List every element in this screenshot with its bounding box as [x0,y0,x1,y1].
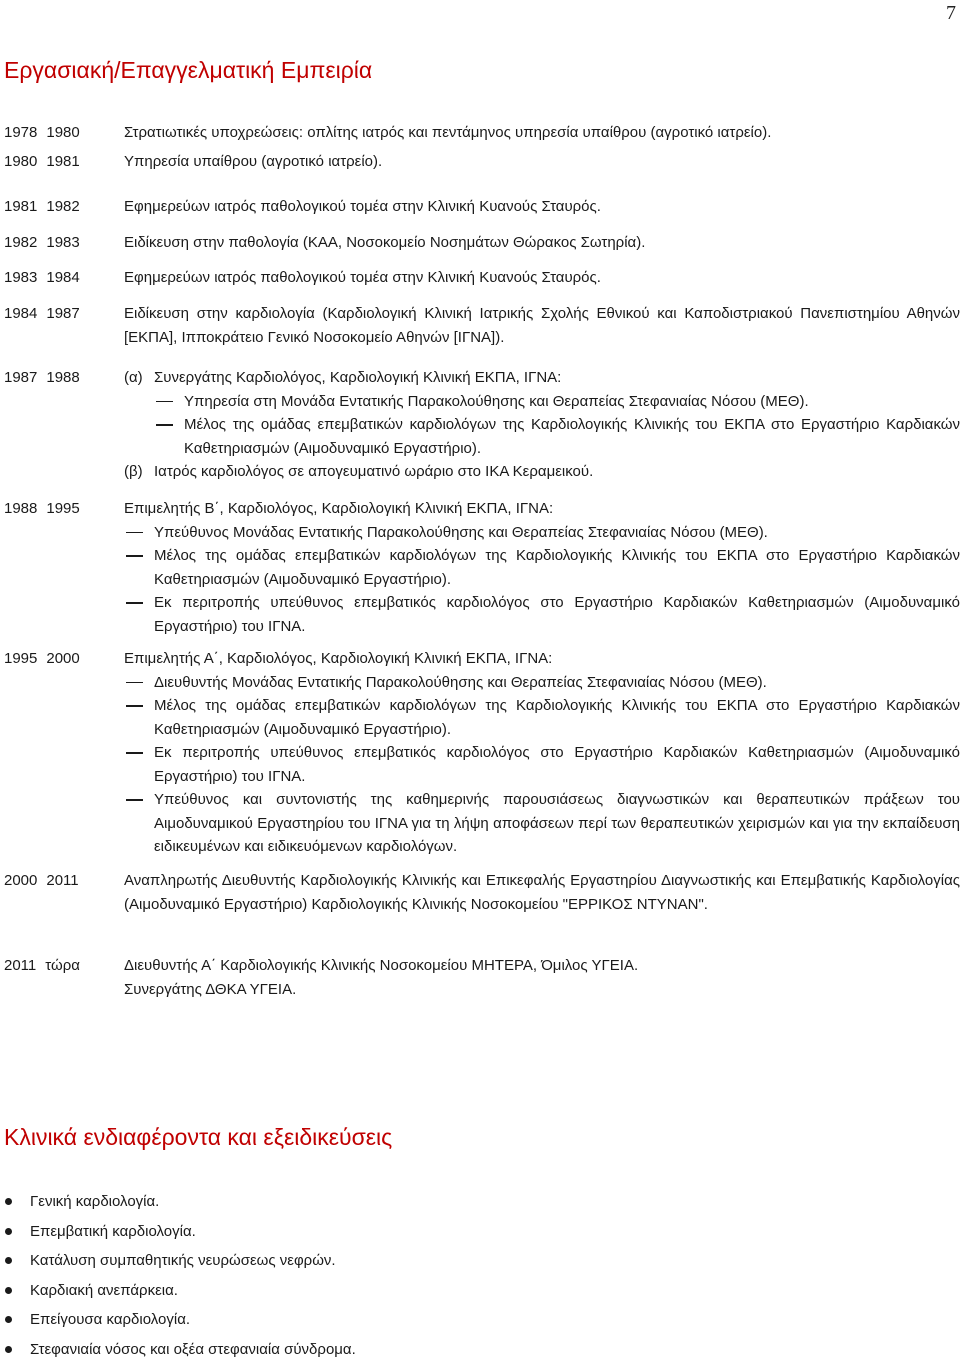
entry-line: Συνεργάτης ΔΘΚΑ ΥΓΕΙΑ. [124,980,297,998]
list-item: Επεμβατική καρδιολογία. [0,1217,356,1247]
experience-entry [4,954,960,1001]
entry-period [4,869,79,893]
entry-period [4,497,80,521]
entry-role: Επιμελητής Β΄, Καρδιολόγος, Καρδιολογική Κλινική ΕΚΠΑ, ΙΓΝΑ: [124,500,554,517]
entry-description: Υπηρεσία υπαίθρου (αγροτικό ιατρείο). [124,153,383,170]
experience-entry [4,302,960,349]
list-item: Μέλος της ομάδας επεμβατικών καρδιολόγων της Καρδιολογικής Κλινικής του ΕΚΠΑ στο Εργαστήριο Καρδιακών Καθετηριασμών (Αιμοδυναμικό Εργαστήριο). [154,413,960,460]
experience-entry [4,195,960,219]
sub-role-text: Συνεργάτης Καρδιολόγος, Καρδιολογική Κλινική ΕΚΠΑ, ΙΓΝΑ: [154,369,562,386]
experience-entry [4,266,960,290]
entry-description [124,497,960,638]
entry-period [4,647,80,671]
period-to: 2000 [46,650,80,667]
list-item: Καρδιακή ανεπάρκεια. [0,1276,356,1306]
period-from: 1980 [4,153,38,170]
period-to: 1982 [46,198,80,215]
period-to: 1980 [46,124,80,141]
period-to: 1995 [46,500,80,517]
list-item: Κατάλυση συμπαθητικής νευρώσεως νεφρών. [0,1246,356,1276]
period-from: 1987 [4,369,38,386]
experience-entry [4,869,960,916]
period-from: 1984 [4,305,38,322]
period-from: 2011 [4,957,37,974]
entry-period [4,366,80,390]
entry-description: Εφημερεύων ιατρός παθολογικού τομέα στην Κλινική Κυανούς Σταυρός. [124,198,601,215]
entry-description: Εφημερεύων ιατρός παθολογικού τομέα στην Κλινική Κυανούς Σταυρός. [124,269,601,286]
period-from: 1995 [4,650,38,667]
period-to: 1987 [46,305,80,322]
period-to: 1988 [46,369,80,386]
period-to: τώρα [45,957,80,974]
sub-role-a [124,366,960,460]
period-from: 2000 [4,872,38,889]
entry-period [4,150,80,174]
sub-role-text: Ιατρός καρδιολόγος σε απογευματινό ωράριο στο ΙΚΑ Κεραμεικού. [154,463,594,480]
dash-list [124,521,960,639]
list-item: Διευθυντής Μονάδας Εντατικής Παρακολούθησης και Θεραπείας Στεφανιαίας Νόσου (ΜΕΘ). [124,671,960,695]
interests-list [0,1187,356,1360]
experience-entry [4,150,960,174]
list-item: Υπηρεσία στη Μονάδα Εντατικής Παρακολούθησης και Θεραπείας Στεφανιαίας Νόσου (ΜΕΘ). [154,390,960,414]
experience-entry [4,121,960,145]
entry-description: Ειδίκευση στην καρδιολογία (Καρδιολογική Κλινική Ιατρικής Σχολής Εθνικού και Καποδιστριακού Πανεπιστημίου Αθηνών [ΕΚΠΑ], Ιπποκράτειο Γενικό Νοσοκομείο Αθηνών [ΙΓΝΑ]). [124,305,960,346]
list-item: Εκ περιτροπής υπεύθυνος επεμβατικός καρδιολόγος στο Εργαστήριο Καρδιακών Καθετηριασμών (Αιμοδυναμικό Εργαστήριο) του ΙΓΝΑ. [124,591,960,638]
period-from: 1981 [4,198,38,215]
entry-period [4,302,80,326]
entry-line: Διευθυντής Α΄ Καρδιολογικής Κλινικής Νοσοκομείου ΜΗΤΕΡΑ, Όμιλος ΥΓΕΙΑ. [124,957,639,974]
entry-description: Στρατιωτικές υποχρεώσεις: οπλίτης ιατρός και πεντάμηνος υπηρεσία υπαίθρου (αγροτικό ιατρείο). [124,124,772,141]
period-to: 2011 [46,872,79,889]
list-item: Στεφανιαία νόσος και οξέα στεφανιαία σύνδρομα. [0,1335,356,1360]
entry-period [4,954,80,978]
period-from: 1983 [4,269,38,286]
entry-period [4,266,80,290]
list-item: Εκ περιτροπής υπεύθυνος επεμβατικός καρδιολόγος στο Εργαστήριο Καρδιακών Καθετηριασμών (Αιμοδυναμικό Εργαστήριο) του ΙΓΝΑ. [124,741,960,788]
period-to: 1981 [46,153,80,170]
experience-entry [4,366,960,484]
sub-role-label: (β) [124,463,143,480]
entry-role: Επιμελητής Α΄, Καρδιολόγος, Καρδιολογική Κλινική ΕΚΠΑ, ΙΓΝΑ: [124,650,553,667]
period-from: 1982 [4,234,38,251]
sub-role-label: (α) [124,369,143,386]
entry-description [124,647,960,859]
entry-period [4,231,80,255]
section-title-experience: Εργασιακή/Επαγγελματική Εμπειρία [4,57,373,83]
sub-role-b [124,460,960,484]
experience-entry [4,231,960,255]
list-item: Υπεύθυνος Μονάδας Εντατικής Παρακολούθησης και Θεραπείας Στεφανιαίας Νόσου (ΜΕΘ). [124,521,960,545]
list-item: Μέλος της ομάδας επεμβατικών καρδιολόγων της Καρδιολογικής Κλινικής του ΕΚΠΑ στο Εργαστήριο Καρδιακών Καθετηριασμών (Αιμοδυναμικό Εργαστήριο). [124,694,960,741]
period-from: 1978 [4,124,38,141]
list-item: Επείγουσα καρδιολογία. [0,1305,356,1335]
experience-entry [4,647,960,859]
dash-list [154,390,960,461]
experience-entry [4,497,960,638]
period-from: 1988 [4,500,38,517]
list-item: Υπεύθυνος και συντονιστής της καθημερινής παρουσιάσεως διαγνωστικών και θεραπευτικών πράξεων του Αιμοδυναμικού Εργαστηρίου του ΙΓΝΑ για τη λήψη αποφάσεων περί των θεραπευτικών χειρισμών και για την εκπαίδευση ειδικευμένων και ειδικευόμενων καρδιολόγων. [124,788,960,859]
entry-description: Ειδίκευση στην παθολογία (ΚΑΑ, Νοσοκομείο Νοσημάτων Θώρακος Σωτηρία). [124,234,646,251]
entry-period [4,195,80,219]
period-to: 1983 [46,234,80,251]
entry-description: Αναπληρωτής Διευθυντής Καρδιολογικής Κλινικής και Επικεφαλής Εργαστηρίου Διαγνωστικής και Επεμβατικής Καρδιολογίας (Αιμοδυναμικό Εργαστήριο) Καρδιολογικής Κλινικής Νοσοκομείου "ΕΡΡΙΚΟΣ ΝΤΥΝΑΝ". [124,872,960,913]
list-item: Μέλος της ομάδας επεμβατικών καρδιολόγων της Καρδιολογικής Κλινικής του ΕΚΠΑ στο Εργαστήριο Καρδιακών Καθετηριασμών (Αιμοδυναμικό Εργαστήριο). [124,544,960,591]
entry-description [124,366,960,484]
list-item: Γενική καρδιολογία. [0,1187,356,1217]
period-to: 1984 [46,269,80,286]
dash-list [124,671,960,859]
entry-description [124,954,960,1001]
section-title-interests: Κλινικά ενδιαφέροντα και εξειδικεύσεις [4,1124,393,1150]
page-number: 7 [946,2,956,24]
entry-period [4,121,80,145]
